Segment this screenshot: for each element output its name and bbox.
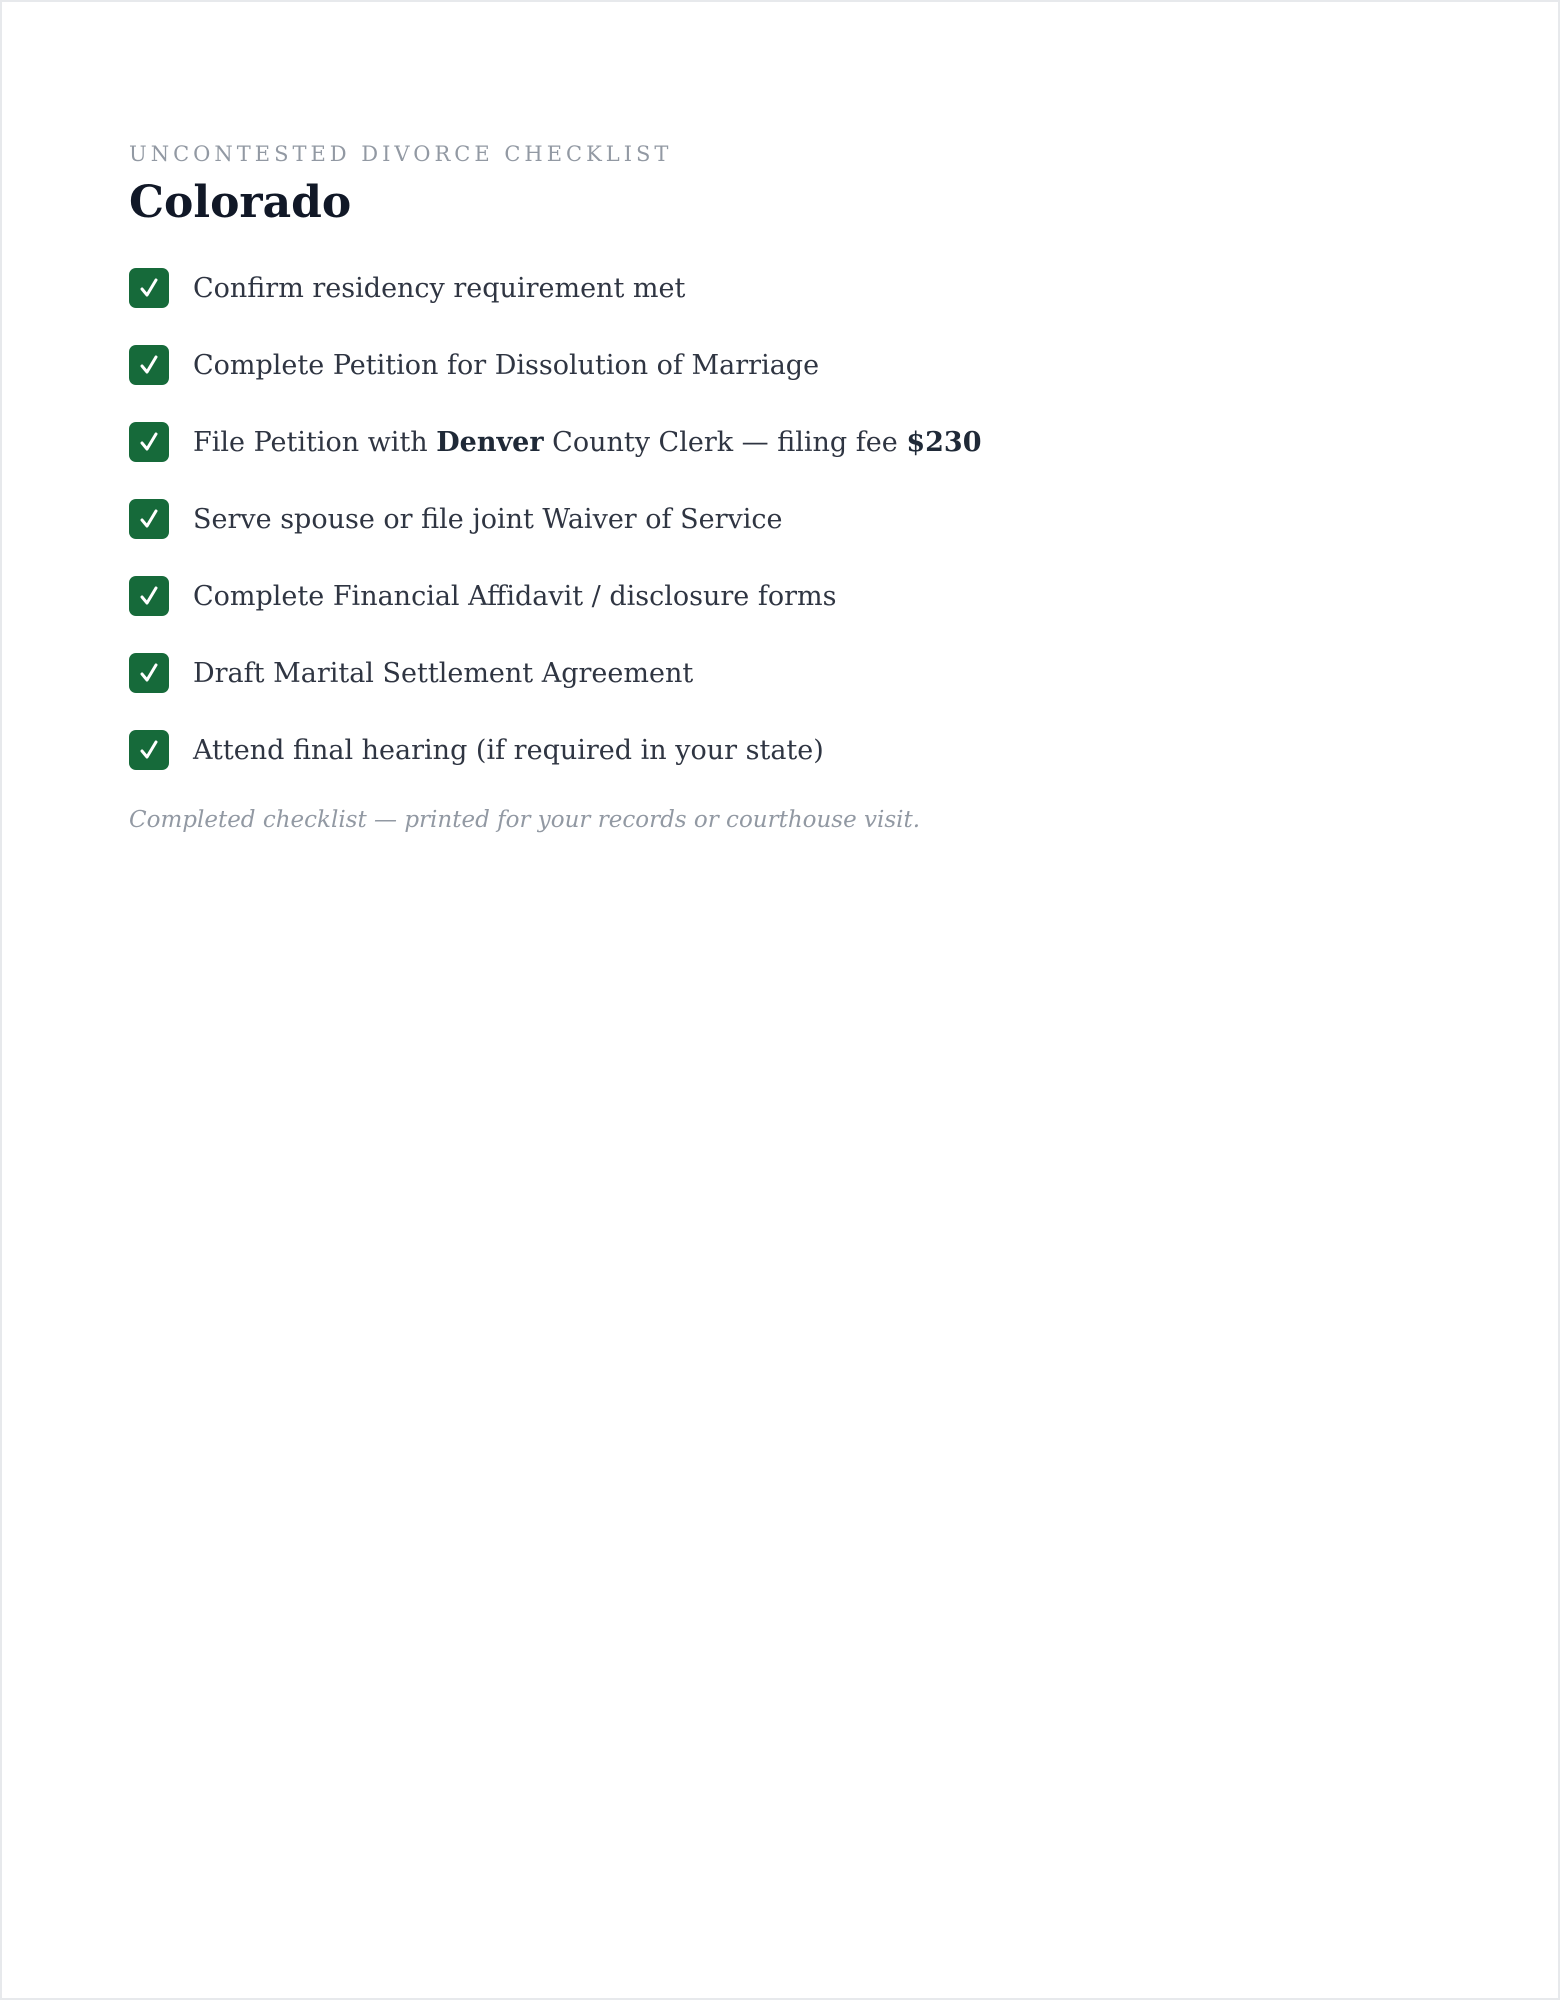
checkmark-icon (137, 430, 161, 454)
checkmark-icon (137, 738, 161, 762)
checkbox[interactable] (129, 345, 169, 385)
checkbox[interactable] (129, 268, 169, 308)
filing-middle: County Clerk — filing fee (543, 426, 907, 458)
checklist-item-label (193, 427, 981, 458)
checklist-item-label: Complete Petition for Dissolution of Marriage (193, 349, 820, 381)
checklist-content (129, 139, 1329, 833)
checkmark-icon (137, 276, 161, 300)
checklist-item (129, 422, 1329, 462)
checklist-item-label: Draft Marital Settlement Agreement (193, 657, 694, 689)
filing-fee: $230 (906, 426, 982, 458)
checkmark-icon (137, 584, 161, 608)
footer-note: Completed checklist — printed for your records or courthouse visit. (129, 807, 921, 833)
checkbox[interactable] (129, 499, 169, 539)
checklist-eyebrow: UNCONTESTED DIVORCE CHECKLIST (129, 142, 673, 166)
checklist-item (129, 268, 1329, 308)
checklist-item-label: Complete Financial Affidavit / disclosure forms (193, 580, 837, 612)
checkbox[interactable] (129, 576, 169, 616)
checkbox[interactable] (129, 422, 169, 462)
state-title: Colorado (129, 177, 352, 228)
checkmark-icon (137, 353, 161, 377)
checklist-item-label: Attend final hearing (if required in your state) (193, 734, 824, 766)
checklist (129, 268, 1329, 770)
checklist-item (129, 499, 1329, 539)
checklist-item-label: Serve spouse or file joint Waiver of Service (193, 503, 783, 535)
checklist-item (129, 576, 1329, 616)
checkbox[interactable] (129, 653, 169, 693)
checklist-item (129, 653, 1329, 693)
filing-prefix: File Petition with (193, 426, 437, 458)
checkmark-icon (137, 507, 161, 531)
checklist-item (129, 345, 1329, 385)
checklist-item (129, 730, 1329, 770)
county-name: Denver (436, 426, 544, 458)
checklist-item-label: Confirm residency requirement met (193, 272, 686, 304)
checkbox[interactable] (129, 730, 169, 770)
checkmark-icon (137, 661, 161, 685)
